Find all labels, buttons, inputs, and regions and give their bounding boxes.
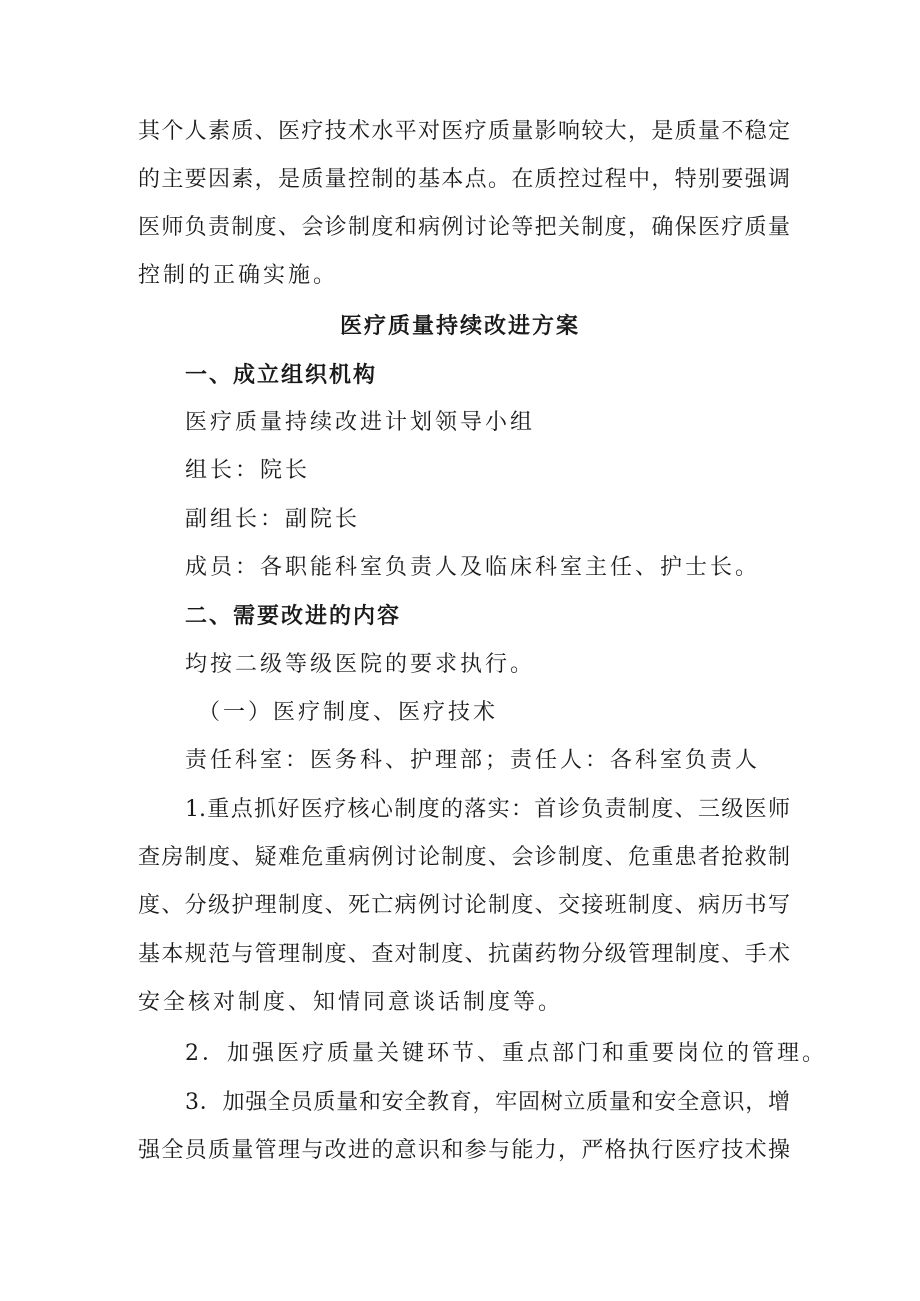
section1-group-name: 医疗质量持续改进计划领导小组 bbox=[185, 410, 536, 435]
section1-heading: 一、成立组织机构 bbox=[185, 362, 378, 388]
intro-line-4: 控制的正确实施。 bbox=[138, 263, 339, 288]
document-title: 医疗质量持续改进方案 bbox=[339, 313, 580, 339]
section1-leader: 组长：院长 bbox=[185, 458, 311, 483]
intro-line-2: 的主要因素，是质量控制的基本点。在质控过程中，特别要强调 bbox=[138, 167, 790, 192]
section1-members: 成员：各职能科室负责人及临床科室主任、护士长。 bbox=[185, 555, 761, 580]
item1-line-4: 基本规范与管理制度、查对制度、抗菌药物分级管理制度、手术 bbox=[138, 942, 790, 967]
section2-sub1-responsible: 责任科室：医务科、护理部；责任人：各科室负责人 bbox=[185, 748, 761, 773]
intro-line-1: 其个人素质、医疗技术水平对医疗质量影响较大，是质量不稳定 bbox=[138, 119, 790, 144]
item1-line-1: 1.重点抓好医疗核心制度的落实：首诊负责制度、三级医师 bbox=[185, 797, 790, 822]
intro-line-3: 医师负责制度、会诊制度和病例讨论等把关制度，确保医疗质量 bbox=[138, 215, 790, 240]
item2-text: 2．加强医疗质量关键环节、重点部门和重要岗位的管理。 bbox=[185, 1041, 827, 1066]
item3-line-1: 3．加强全员质量和安全教育，牢固树立质量和安全意识，增 bbox=[185, 1090, 790, 1115]
section1-deputy: 副组长：副院长 bbox=[185, 507, 361, 532]
item1-line-2: 查房制度、疑难危重病例讨论制度、会诊制度、危重患者抢救制 bbox=[138, 845, 790, 870]
section2-sub1-heading: （一）医疗制度、医疗技术 bbox=[198, 700, 499, 725]
item1-line-5: 安全核对制度、知情同意谈话制度等。 bbox=[138, 990, 564, 1015]
section2-intro: 均按二级等级医院的要求执行。 bbox=[185, 652, 536, 677]
item3-line-2: 强全员质量管理与改进的意识和参与能力，严格执行医疗技术操 bbox=[138, 1138, 790, 1163]
item1-line-3: 度、分级护理制度、死亡病例讨论制度、交接班制度、病历书写 bbox=[138, 893, 790, 918]
section2-heading: 二、需要改进的内容 bbox=[185, 603, 402, 629]
